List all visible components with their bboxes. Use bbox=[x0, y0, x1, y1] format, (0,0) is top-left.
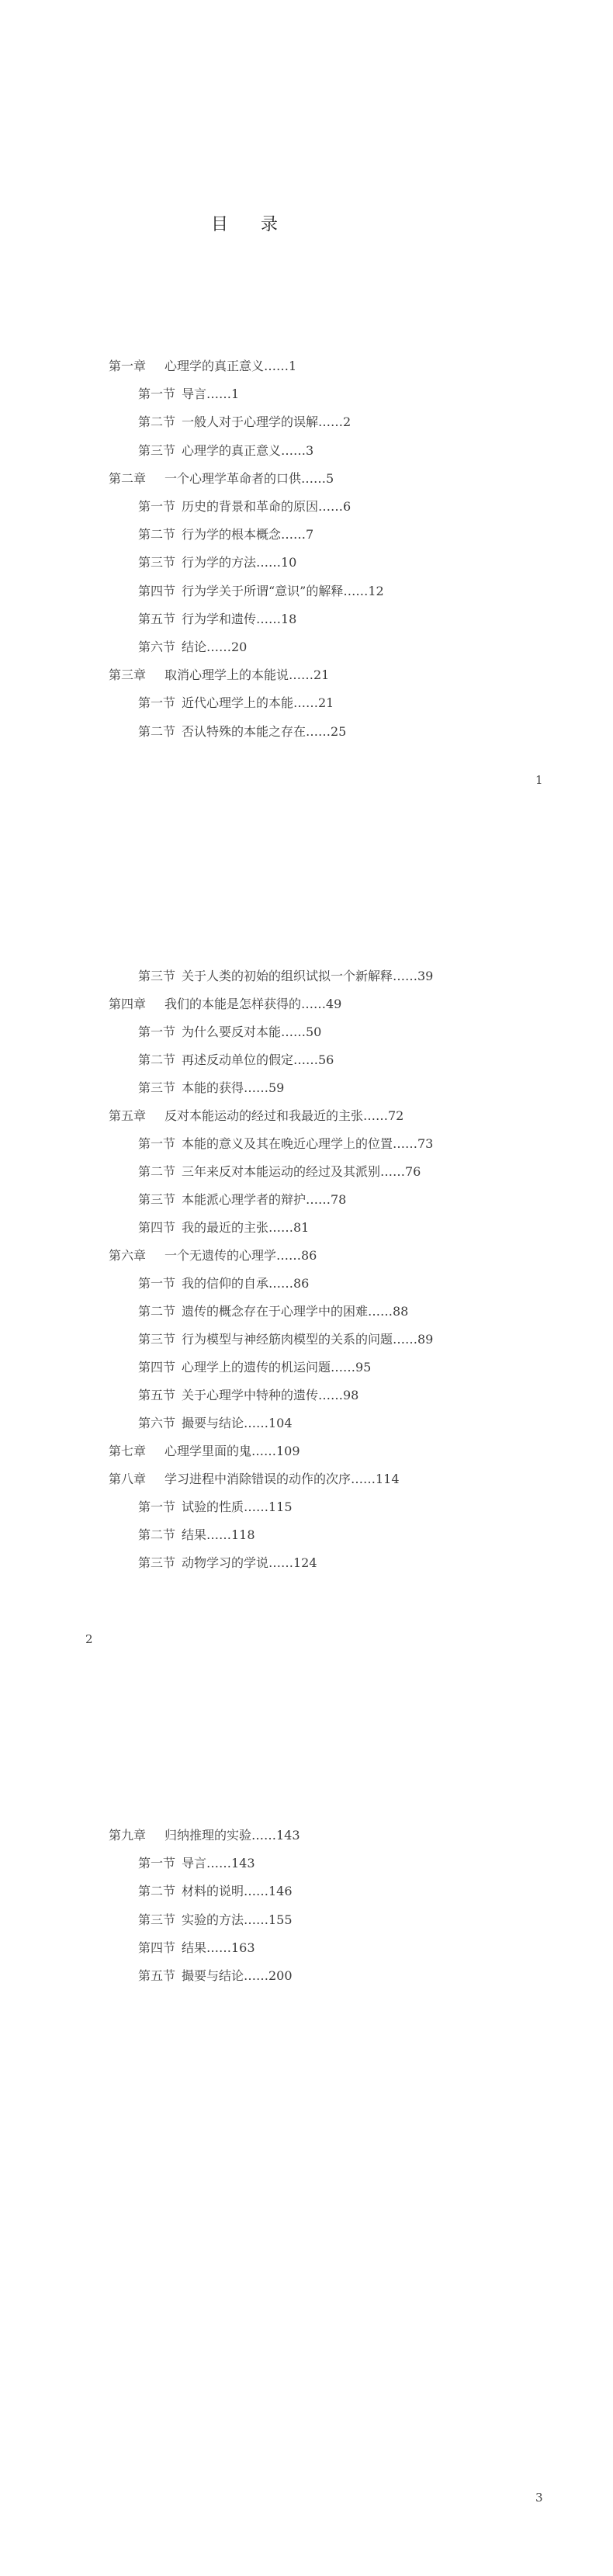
section-number: 第四节 bbox=[138, 583, 176, 598]
toc-section bbox=[138, 1884, 293, 1899]
toc-section bbox=[138, 1220, 309, 1236]
section-title: 一般人对于心理学的误解……2 bbox=[182, 414, 352, 430]
toc-section bbox=[138, 1555, 317, 1571]
toc-section bbox=[138, 387, 239, 402]
section-title: 本能的意义及其在晚近心理学上的位置……73 bbox=[182, 1136, 434, 1151]
toc-section bbox=[138, 1360, 371, 1375]
section-title: 行为学关于所谓“意识”的解释……12 bbox=[182, 583, 384, 598]
chapter-title: 一个心理学革命者的口供……5 bbox=[165, 470, 334, 486]
section-title: 行为学的根本概念……7 bbox=[182, 527, 314, 543]
chapter-number: 第六章 bbox=[109, 1248, 147, 1263]
section-title: 行为学的方法……10 bbox=[182, 555, 297, 570]
toc-section bbox=[138, 1192, 346, 1208]
chapter-number: 第八章 bbox=[109, 1472, 147, 1486]
section-title: 否认特殊的本能之存在……25 bbox=[182, 723, 347, 739]
toc-section bbox=[138, 969, 433, 984]
section-title: 撮要与结论……104 bbox=[182, 1416, 293, 1430]
section-number: 第二节 bbox=[138, 1052, 176, 1067]
toc-chapter bbox=[109, 1108, 403, 1124]
toc-section bbox=[138, 724, 346, 740]
toc-section bbox=[138, 1912, 293, 1928]
section-title: 我的信仰的自承……86 bbox=[182, 1276, 310, 1291]
toc-chapter bbox=[109, 1248, 317, 1264]
toc-section bbox=[138, 1416, 293, 1431]
section-number: 第三节 bbox=[138, 1192, 176, 1207]
section-number: 第二节 bbox=[138, 723, 176, 739]
chapter-title: 一个无遗传的心理学……86 bbox=[165, 1248, 317, 1263]
section-title: 行为学和遗传……18 bbox=[182, 611, 297, 626]
section-number: 第三节 bbox=[138, 1080, 176, 1095]
section-number: 第二节 bbox=[138, 1164, 176, 1179]
chapter-number: 第一章 bbox=[109, 359, 147, 373]
section-title: 结果……118 bbox=[182, 1527, 255, 1542]
section-title: 再述反动单位的假定……56 bbox=[182, 1052, 334, 1067]
section-number: 第三节 bbox=[138, 969, 176, 983]
toc-section bbox=[138, 1304, 408, 1319]
section-title: 遗传的概念存在于心理学中的困难……88 bbox=[182, 1304, 409, 1319]
toc-section bbox=[138, 443, 313, 459]
chapter-number: 第五章 bbox=[109, 1108, 147, 1123]
toc-chapter bbox=[109, 667, 329, 683]
page-title: 目 录 bbox=[210, 215, 286, 234]
section-title: 本能的获得……59 bbox=[182, 1080, 285, 1095]
section-title: 撮要与结论……200 bbox=[182, 1968, 293, 1983]
toc-section bbox=[138, 1276, 309, 1291]
toc-section bbox=[138, 612, 296, 627]
section-number: 第一节 bbox=[138, 1025, 176, 1039]
toc-section bbox=[138, 527, 313, 543]
toc-section bbox=[138, 1164, 421, 1180]
toc-section bbox=[138, 1968, 293, 1984]
section-number: 第三节 bbox=[138, 1332, 176, 1347]
section-number: 第一节 bbox=[138, 387, 176, 402]
chapter-title: 反对本能运动的经过和我最近的主张……72 bbox=[165, 1108, 404, 1123]
section-number: 第六节 bbox=[138, 640, 176, 654]
toc-section bbox=[138, 1332, 433, 1347]
section-title: 关于人类的初始的组织试拟一个新解释……39 bbox=[182, 969, 434, 983]
page-number-1: 1 bbox=[535, 773, 543, 787]
chapter-title: 归纳推理的实验……143 bbox=[165, 1828, 300, 1843]
chapter-title: 学习进程中消除错误的动作的次序……114 bbox=[165, 1472, 400, 1486]
section-title: 行为模型与神经筋肉模型的关系的问题……89 bbox=[182, 1332, 434, 1347]
toc-section bbox=[138, 1080, 284, 1096]
chapter-number: 第七章 bbox=[109, 1444, 147, 1458]
section-number: 第三节 bbox=[138, 442, 176, 458]
section-title: 动物学习的学说……124 bbox=[182, 1555, 317, 1570]
toc-section bbox=[138, 1499, 293, 1515]
chapter-title: 心理学的真正意义……1 bbox=[165, 359, 297, 373]
section-title: 关于心理学中特种的遗传……98 bbox=[182, 1388, 359, 1402]
chapter-number: 第九章 bbox=[109, 1828, 147, 1843]
toc-chapter bbox=[109, 359, 296, 374]
toc-section bbox=[138, 640, 247, 655]
section-title: 历史的背景和革命的原因……6 bbox=[182, 499, 352, 514]
toc-chapter bbox=[109, 1472, 400, 1487]
section-title: 试验的性质……115 bbox=[182, 1499, 293, 1514]
section-title: 本能派心理学者的辩护……78 bbox=[182, 1192, 347, 1207]
chapter-title: 我们的本能是怎样获得的……49 bbox=[165, 997, 342, 1011]
section-number: 第一节 bbox=[138, 1499, 176, 1514]
section-number: 第一节 bbox=[138, 1136, 176, 1151]
section-number: 第三节 bbox=[138, 1912, 176, 1927]
toc-section bbox=[138, 1527, 255, 1543]
section-number: 第三节 bbox=[138, 555, 176, 570]
page-number-3: 3 bbox=[535, 2491, 543, 2505]
section-number: 第六节 bbox=[138, 1416, 176, 1430]
chapter-title: 取消心理学上的本能说……21 bbox=[165, 667, 330, 683]
section-number: 第五节 bbox=[138, 611, 176, 626]
section-title: 心理学上的遗传的机运问题……95 bbox=[182, 1360, 372, 1375]
section-title: 实验的方法……155 bbox=[182, 1912, 293, 1927]
section-title: 材料的说明……146 bbox=[182, 1884, 293, 1899]
section-title: 结论……20 bbox=[182, 640, 248, 654]
section-number: 第一节 bbox=[138, 499, 176, 514]
chapter-number: 第二章 bbox=[109, 470, 147, 486]
section-number: 第四节 bbox=[138, 1220, 176, 1235]
section-title: 三年来反对本能运动的经过及其派别……76 bbox=[182, 1164, 421, 1179]
section-title: 结果……163 bbox=[182, 1940, 255, 1955]
section-number: 第五节 bbox=[138, 1388, 176, 1402]
chapter-title: 心理学里面的鬼……109 bbox=[165, 1444, 300, 1458]
section-number: 第一节 bbox=[138, 695, 176, 711]
section-title: 近代心理学上的本能……21 bbox=[182, 695, 334, 711]
section-number: 第二节 bbox=[138, 1527, 176, 1542]
section-title: 导言……143 bbox=[182, 1856, 255, 1871]
section-title: 导言……1 bbox=[182, 387, 240, 402]
page-number-2: 2 bbox=[85, 1632, 93, 1646]
section-number: 第三节 bbox=[138, 1555, 176, 1570]
section-title: 为什么要反对本能……50 bbox=[182, 1025, 322, 1039]
toc-section bbox=[138, 695, 334, 711]
toc-section bbox=[138, 1388, 358, 1403]
section-number: 第四节 bbox=[138, 1940, 176, 1955]
toc-chapter bbox=[109, 1828, 300, 1843]
section-title: 我的最近的主张……81 bbox=[182, 1220, 310, 1235]
toc-section bbox=[138, 1136, 433, 1152]
toc-chapter bbox=[109, 997, 341, 1012]
section-title: 心理学的真正意义……3 bbox=[182, 442, 314, 458]
section-number: 第一节 bbox=[138, 1276, 176, 1291]
chapter-number: 第三章 bbox=[109, 667, 147, 683]
toc-section bbox=[138, 1052, 334, 1068]
section-number: 第二节 bbox=[138, 527, 176, 543]
toc-chapter bbox=[109, 471, 334, 487]
toc-section bbox=[138, 555, 296, 570]
chapter-number: 第四章 bbox=[109, 997, 147, 1011]
toc-section bbox=[138, 584, 384, 599]
toc-chapter bbox=[109, 1444, 300, 1459]
toc-section bbox=[138, 1940, 255, 1956]
section-number: 第二节 bbox=[138, 414, 176, 430]
section-number: 第五节 bbox=[138, 1968, 176, 1983]
section-number: 第一节 bbox=[138, 1856, 176, 1871]
toc-section bbox=[138, 499, 351, 515]
toc-section bbox=[138, 414, 351, 430]
section-number: 第二节 bbox=[138, 1304, 176, 1319]
toc-section bbox=[138, 1856, 255, 1871]
section-number: 第二节 bbox=[138, 1884, 176, 1899]
toc-section bbox=[138, 1025, 321, 1040]
section-number: 第四节 bbox=[138, 1360, 176, 1375]
